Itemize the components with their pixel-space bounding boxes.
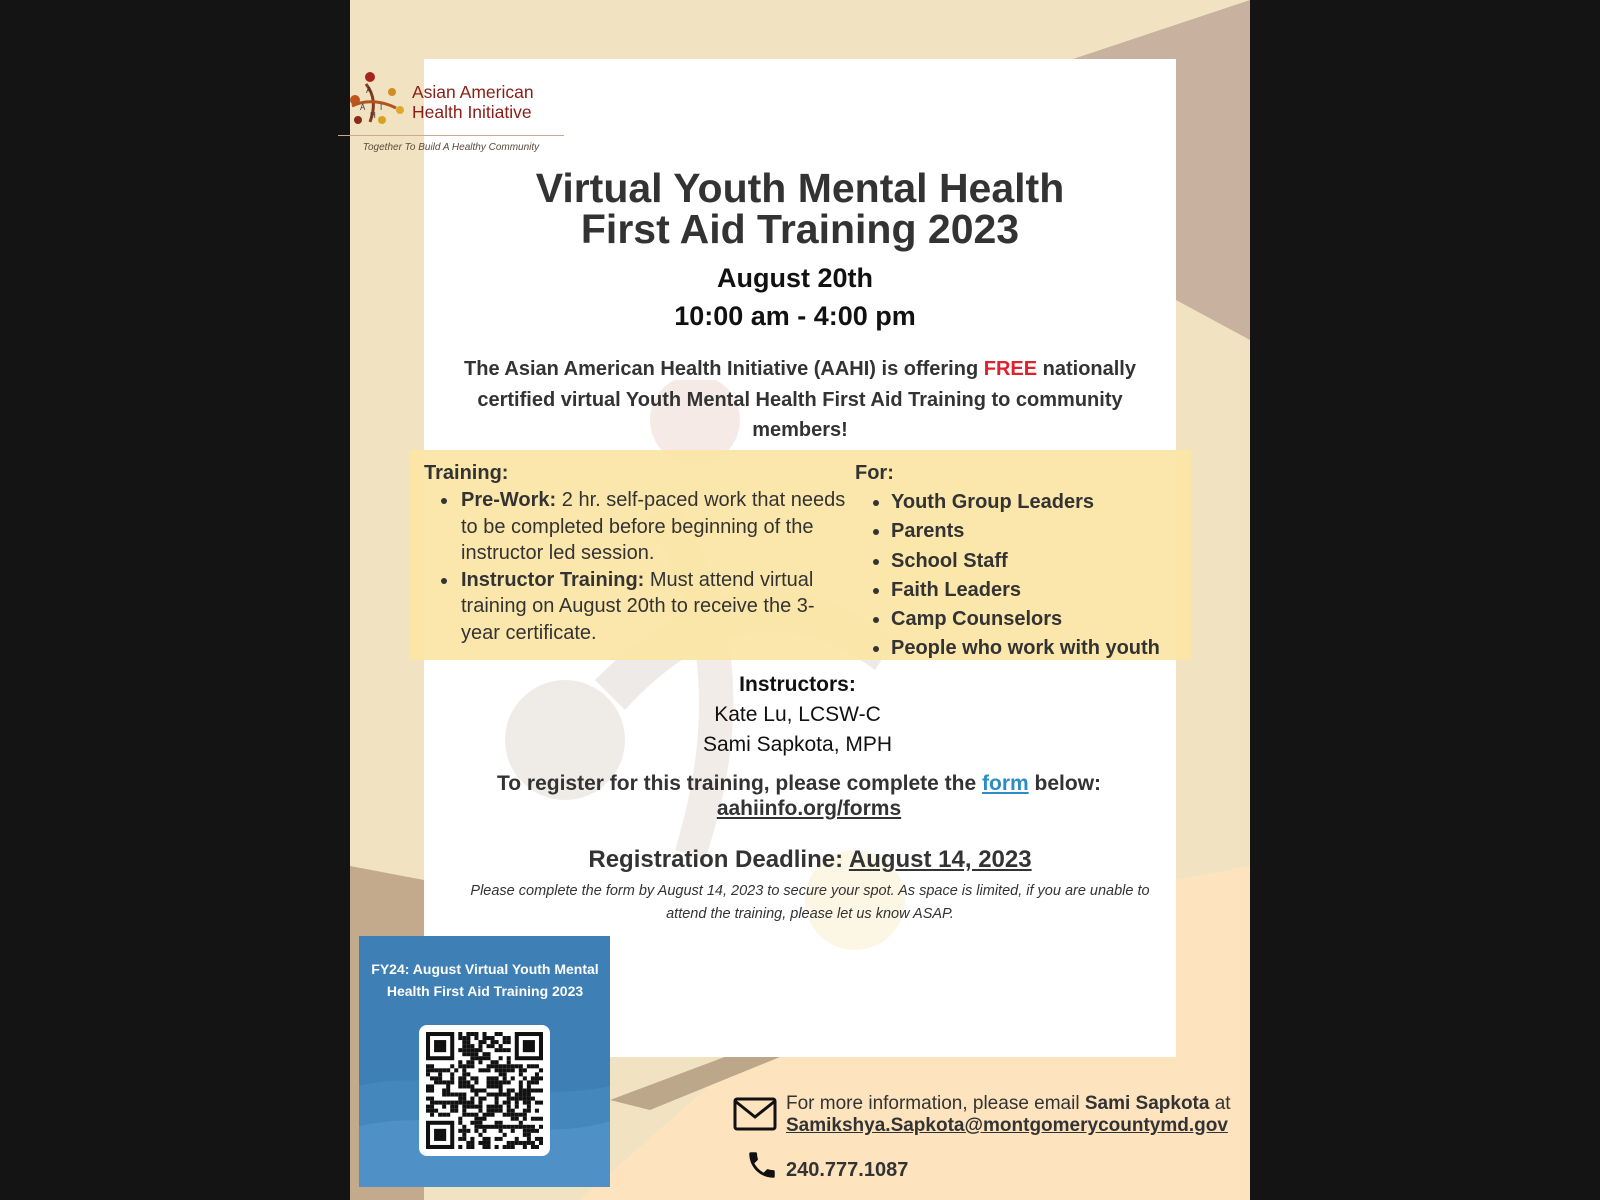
- qr-code-icon[interactable]: [426, 1032, 543, 1149]
- deadline-note: Please complete the form by August 14, 2023 to secure your spot. As space is limited, if you are unable to attend the training, please let us know ASAP.: [470, 883, 1150, 922]
- deadline-label: Registration Deadline:: [588, 846, 849, 873]
- instructors-heading: Instructors:: [739, 673, 856, 696]
- title-line-1: Virtual Youth Mental Health: [535, 165, 1065, 211]
- event-time: 10:00 am - 4:00 pm: [674, 301, 916, 331]
- training-item-text: Must attend virtual training on August 20th to receive the 3-year certificate.: [461, 568, 815, 644]
- event-date: August 20th: [716, 263, 873, 293]
- list-item: • Youth Group Leaders: [891, 488, 1211, 517]
- training-list: [441, 487, 849, 646]
- training-item-label: Pre-Work:: [461, 489, 557, 511]
- contact-email-link[interactable]: Samikshya.Sapkota@montgomerycountymd.gov: [786, 1115, 1228, 1136]
- registration-deadline: [350, 846, 1270, 874]
- logo-name-line1: Asian American: [412, 82, 534, 102]
- list-item: • School Staff: [891, 547, 1211, 576]
- instructor-name: Kate Lu, LCSW-C: [714, 703, 881, 726]
- list-item: • Parents: [891, 517, 1211, 546]
- instructor-name: Sami Sapkota, MPH: [702, 733, 893, 756]
- register-text-before: To register for this training, please complete the: [496, 772, 983, 795]
- svg-text:A: A: [360, 103, 366, 112]
- form-link[interactable]: form: [982, 772, 1029, 795]
- logo-tagline: Together To Build A Healthy Community: [362, 142, 540, 153]
- intro-text-after: nationally certified virtual Youth Mental Health First Aid Training to community members!: [477, 358, 1136, 441]
- svg-text:I: I: [380, 103, 383, 112]
- audience-heading: For:: [855, 462, 894, 484]
- title-line-2: First Aid Training 2023: [580, 206, 1020, 252]
- contact-text: [786, 1093, 1231, 1115]
- list-item: • Faith Leaders: [891, 576, 1211, 605]
- deadline-date: August 14, 2023: [848, 846, 1032, 873]
- audience-list: [873, 488, 1211, 664]
- contact-text-after: at: [1209, 1093, 1231, 1114]
- phone-icon: [745, 1148, 779, 1182]
- register-text-after: below:: [1028, 772, 1102, 795]
- registration-url-link[interactable]: aahiinfo.org/forms: [716, 797, 902, 820]
- free-highlight: FREE: [983, 358, 1038, 380]
- training-heading: Training:: [424, 462, 509, 484]
- list-item: • Camp Counselors: [891, 605, 1211, 634]
- training-item-text: 2 hr. self-paced work that needs to be completed before beginning of the instructor led session.: [461, 489, 846, 564]
- svg-text:H: H: [370, 111, 376, 120]
- svg-text:A: A: [366, 86, 372, 95]
- logo-name-line2: Health Initiative: [412, 102, 532, 122]
- contact-name: Sami Sapkota: [1084, 1093, 1210, 1114]
- intro-paragraph: [438, 354, 1162, 446]
- register-instructions: [340, 772, 1258, 796]
- training-item-label: Instructor Training:: [461, 568, 645, 591]
- page-title: [350, 165, 1250, 252]
- list-item: • People who work with youth: [891, 634, 1211, 663]
- contact-text-before: For more information, please email: [786, 1093, 1085, 1114]
- qr-title: FY24: August Virtual Youth Mental Health First Aid Training 2023: [371, 961, 599, 999]
- intro-text-before: The Asian American Health Initiative (AAHI) is offering: [464, 358, 984, 380]
- list-item: [459, 567, 849, 647]
- mail-icon: [733, 1097, 777, 1131]
- contact-phone: 240.777.1087: [786, 1159, 909, 1181]
- list-item: [459, 487, 849, 567]
- logo-divider: [338, 135, 564, 136]
